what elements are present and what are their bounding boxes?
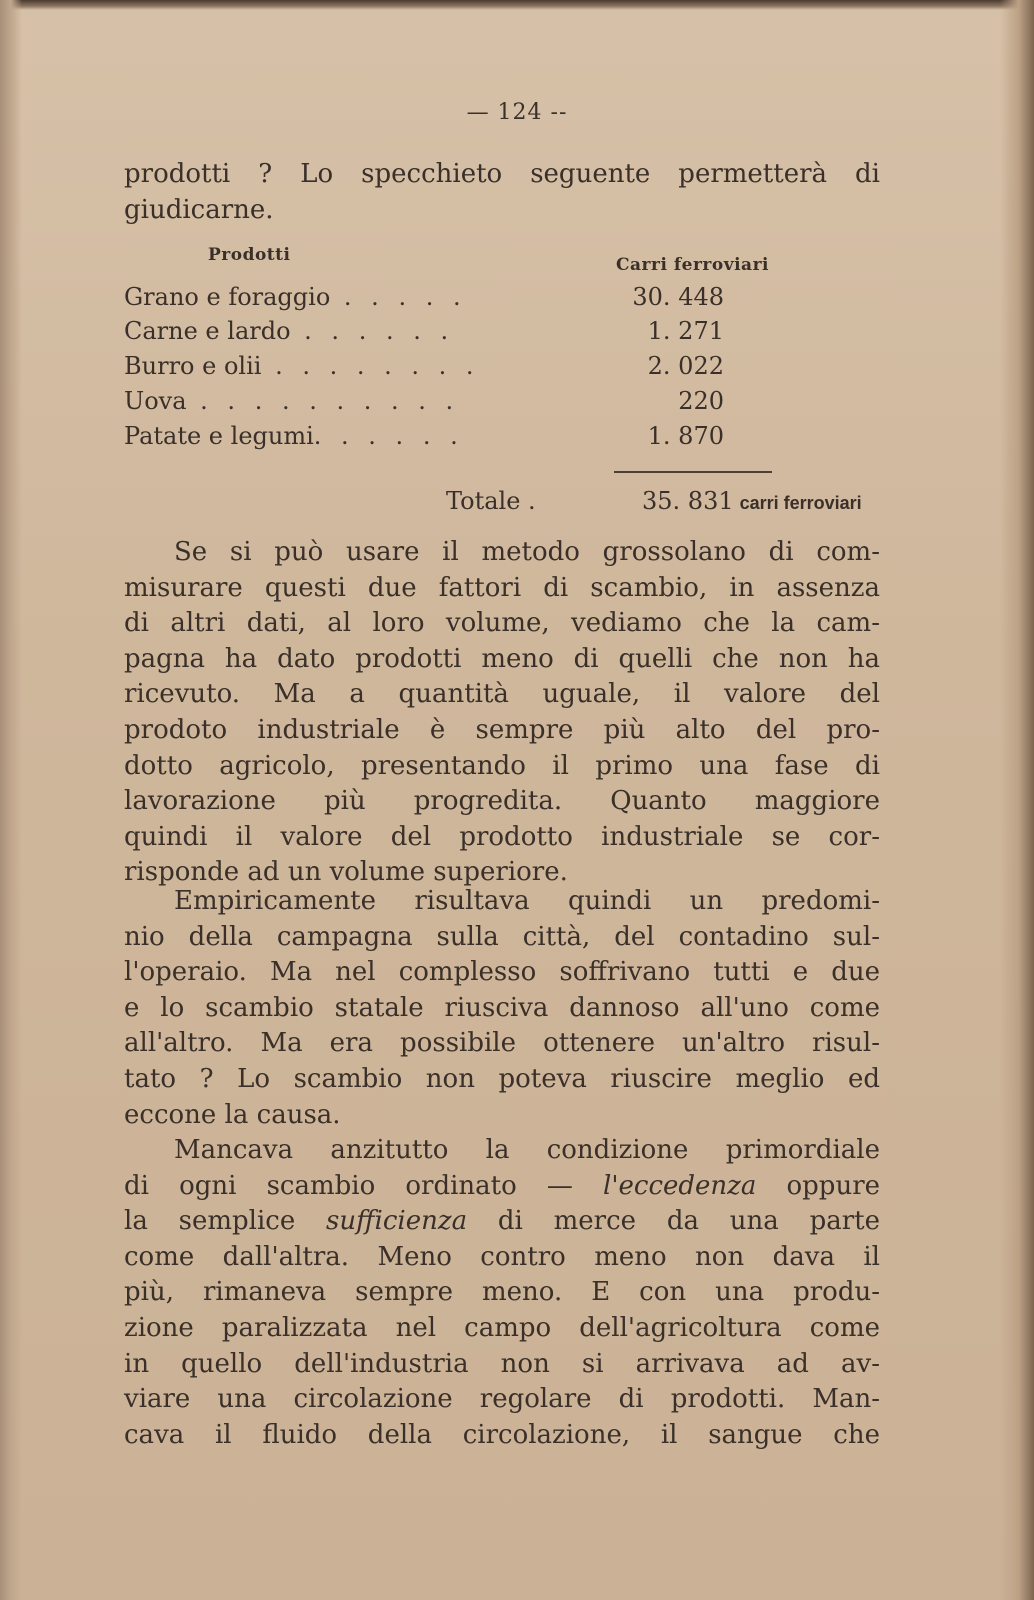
text-line: ricevuto. Ma a quantità uguale, il valore del (124, 679, 880, 710)
text-line: dotto agricolo, presentando il primo una fase di (124, 750, 880, 781)
total-divider (614, 471, 772, 473)
page-right-edge (1000, 0, 1034, 1600)
row-value: 2. 022 (647, 352, 724, 380)
table-row (124, 352, 884, 386)
row-value: 220 (678, 387, 724, 415)
page-left-edge (0, 0, 22, 1600)
text-line: viare una circolazione regolare di prodotti. Man- (124, 1384, 880, 1415)
text-line: prodoto industriale è sempre più alto del pro- (124, 714, 880, 745)
text-line: zione paralizzata nel campo dell'agricoltura come (124, 1312, 880, 1343)
text-line: più, rimaneva sempre meno. E con una produ- (124, 1277, 880, 1308)
paragraph-2 (124, 884, 880, 1133)
total-value: 35. 831 carri ferroviari (642, 487, 862, 515)
row-value: 1. 870 (647, 422, 724, 450)
total-unit: carri ferroviari (739, 493, 862, 513)
row-label: Burro e olii . . . . . . . . (124, 352, 480, 380)
table-header-units: Carri ferroviari (616, 255, 769, 275)
text-line: nio della campagna sulla città, del contadino sul- (124, 921, 880, 952)
paragraph-3 (124, 1133, 880, 1453)
text-line: quindi il valore del prodotto industriale se cor- (124, 821, 880, 852)
text-line: giudicarne. (124, 194, 274, 225)
text-line: la semplice sufficienza di merce da una parte (124, 1206, 881, 1237)
text-line: di ogni scambio ordinato — l'eccedenza oppure (124, 1170, 881, 1201)
table-header-products: Prodotti (208, 245, 291, 265)
emphasis: l'eccedenza (603, 1170, 757, 1201)
text-line: Mancava anzitutto la condizione primordiale (174, 1135, 880, 1165)
text-line: in quello dell'industria non si arrivava ad av- (124, 1348, 880, 1379)
row-label: Patate e legumi. . . . . . (124, 422, 464, 450)
text-line: pagna ha dato prodotti meno di quelli che non ha (124, 643, 880, 674)
text-line: lavorazione più progredita. Quanto maggiore (124, 786, 880, 817)
table-row (124, 422, 884, 456)
intro-text (124, 157, 880, 228)
text-line: risponde ad un volume superiore. (124, 857, 568, 888)
page-top-edge (0, 0, 1034, 10)
page-number: — 124 -- (466, 100, 568, 125)
row-value: 30. 448 (632, 283, 724, 311)
text-line: Se si può usare il metodo grossolano di com- (174, 537, 880, 567)
text-line: l'operaio. Ma nel complesso soffrivano tutti e due (124, 957, 880, 988)
text-line: cava il fluido della circolazione, il sangue che (124, 1419, 880, 1450)
text-line: misurare questi due fattori di scambio, in assenza (124, 572, 880, 603)
text-line: come dall'altra. Meno contro meno non dava il (124, 1241, 880, 1272)
text-line: e lo scambio statale riusciva dannoso all'uno come (124, 992, 880, 1023)
text-line: Empiricamente risultava quindi un predomi- (174, 886, 880, 916)
text-line: prodotti ? Lo specchieto seguente permetterà di (124, 159, 880, 189)
text-line: all'altro. Ma era possibile ottenere un'altro risul- (124, 1028, 880, 1059)
text-line: tato ? Lo scambio non poteva riuscire meglio ed (124, 1063, 880, 1094)
row-label: Uova . . . . . . . . . . (124, 387, 460, 415)
row-label: Grano e foraggio . . . . . (124, 283, 467, 311)
text-line: di altri dati, al loro volume, vediamo che la cam- (124, 608, 880, 639)
row-value: 1. 271 (647, 317, 724, 345)
table-row (124, 317, 884, 351)
row-label: Carne e lardo . . . . . . (124, 317, 455, 345)
emphasis: sufficienza (326, 1206, 468, 1237)
paragraph-1 (124, 535, 880, 891)
text-line: eccone la causa. (124, 1099, 341, 1130)
total-label: Totale . (446, 487, 536, 515)
table-row (124, 387, 884, 421)
table-row (124, 283, 884, 317)
